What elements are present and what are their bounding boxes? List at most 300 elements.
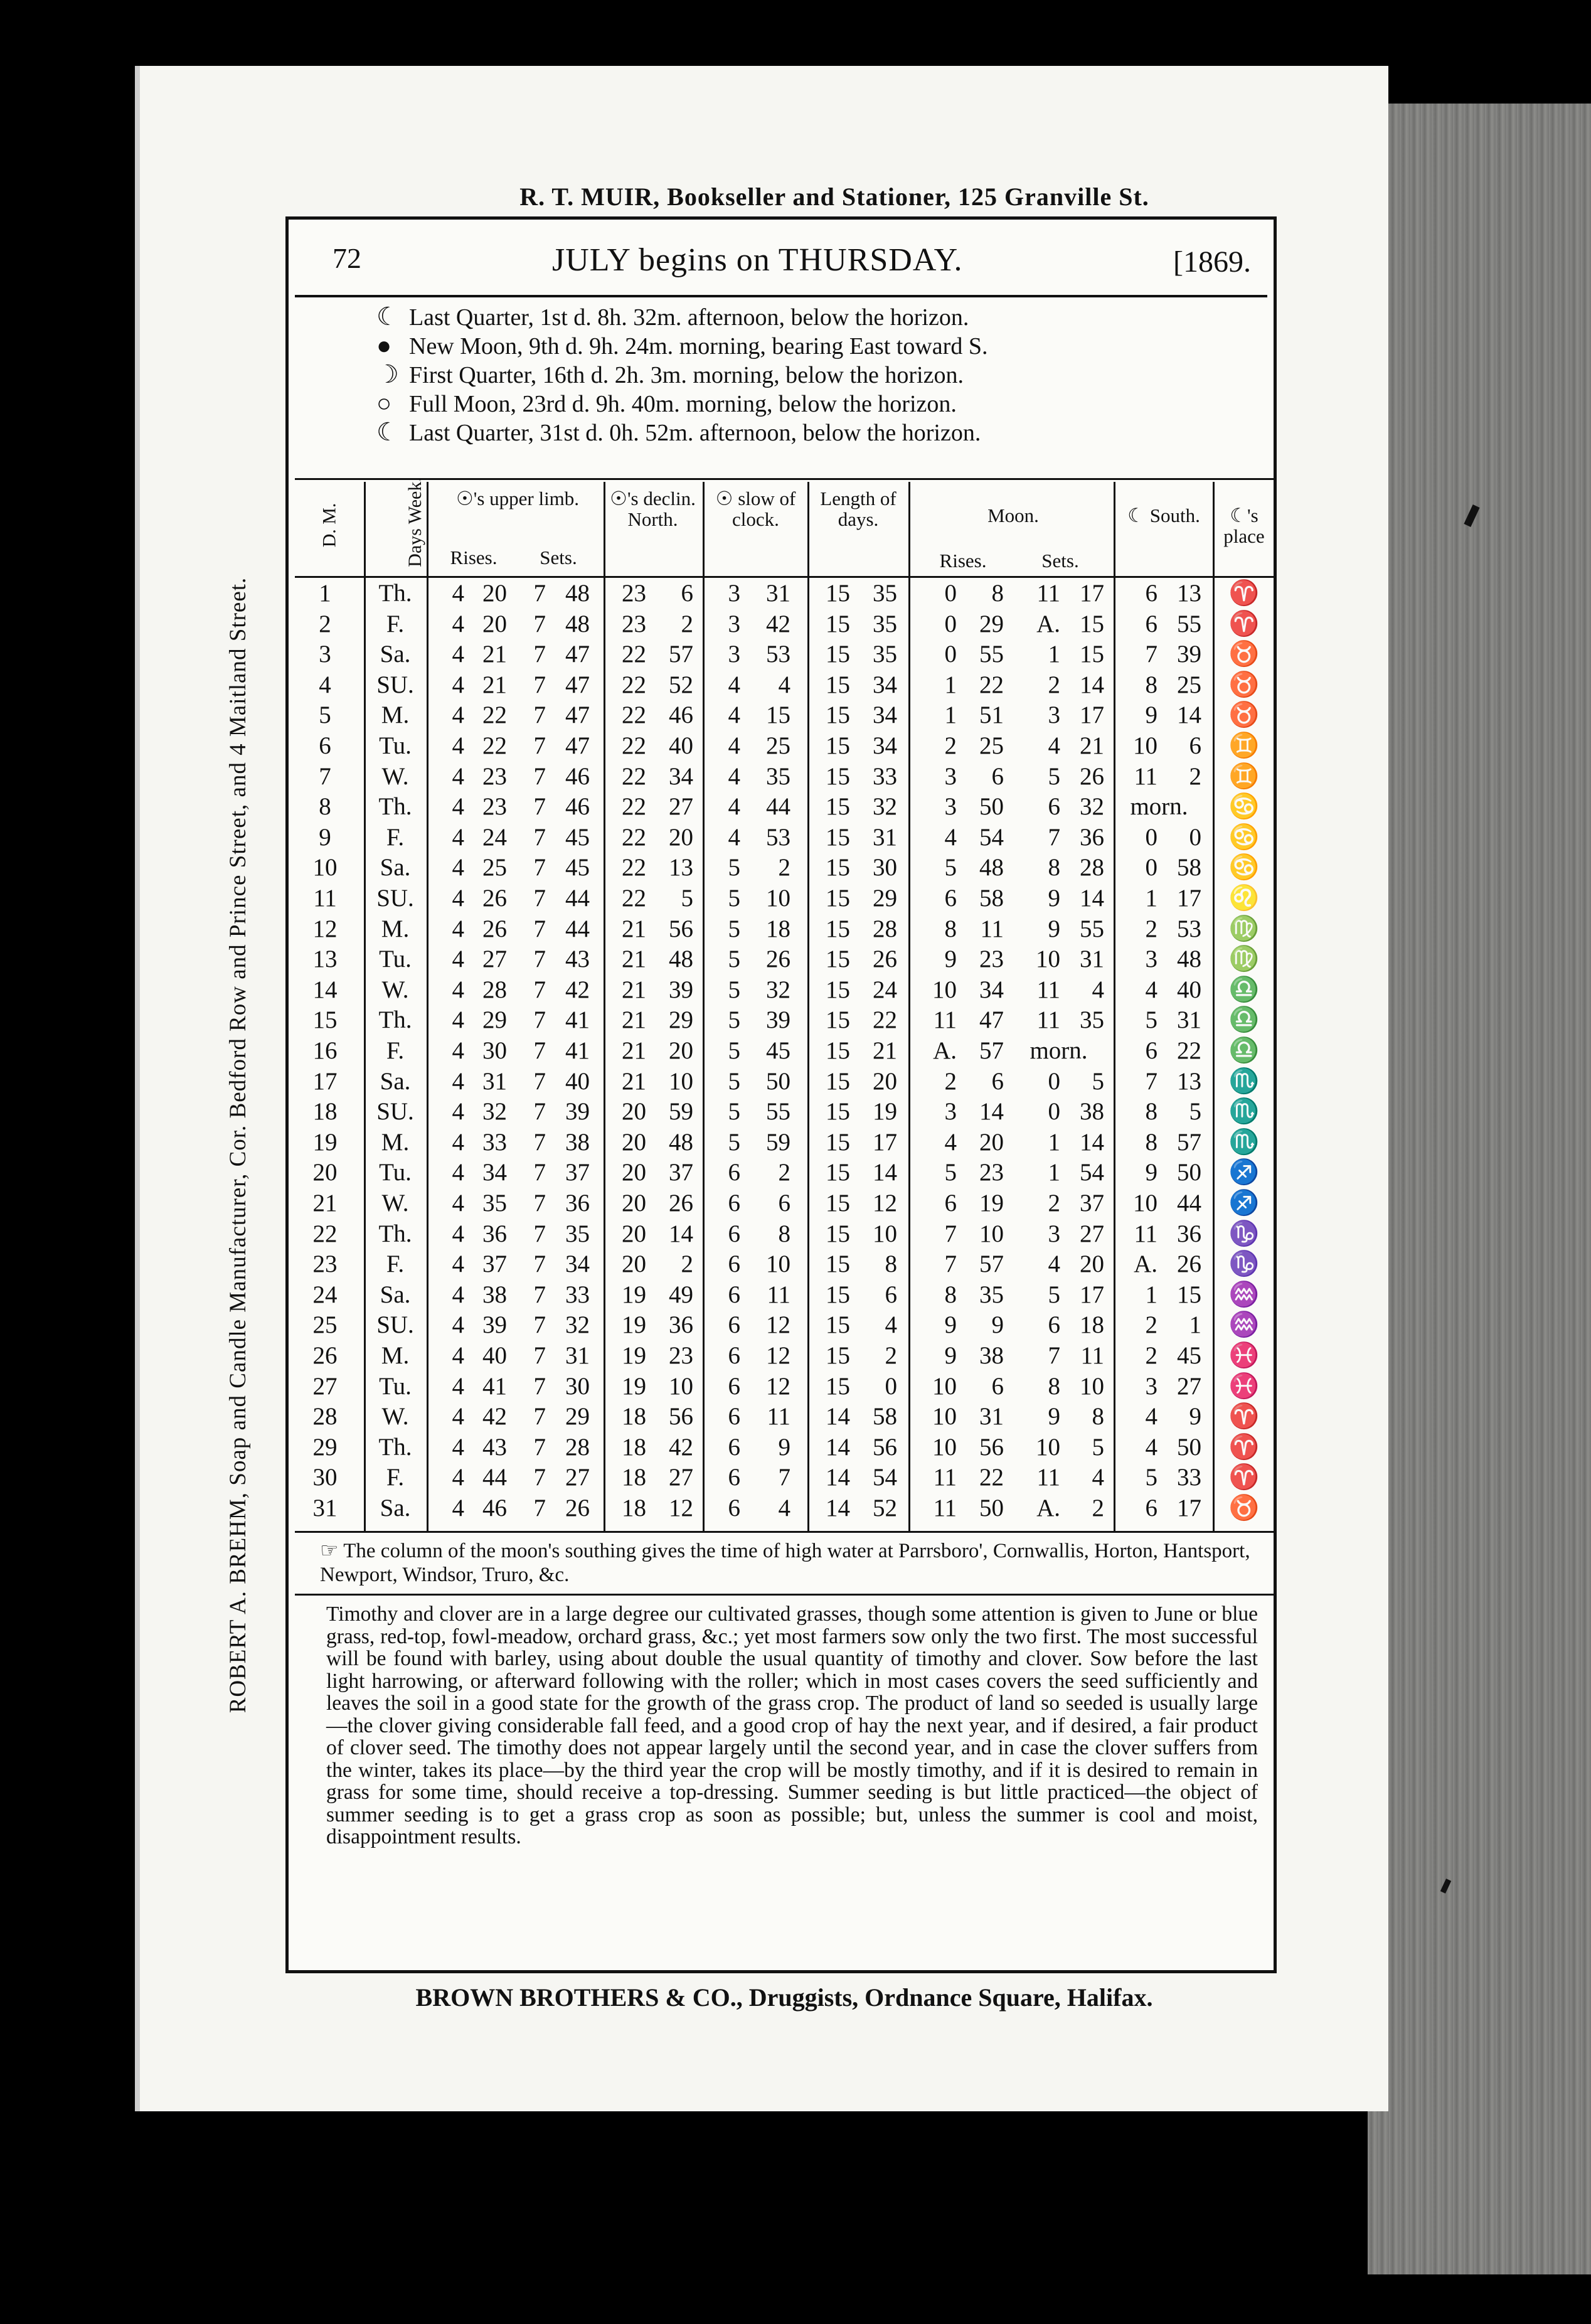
moon-set-minute: 21 <box>1080 732 1104 759</box>
table-row <box>295 670 1274 700</box>
moon-rise-hour: 4 <box>944 823 957 851</box>
sun-rise-minute: 33 <box>482 1128 507 1156</box>
length-minutes: 2 <box>885 1342 897 1369</box>
declination-minutes: 20 <box>669 823 693 851</box>
slow-minutes: 5 <box>728 915 740 942</box>
length-minutes: 34 <box>873 732 897 759</box>
length-hours: 15 <box>826 1067 850 1095</box>
sun-set-minute: 36 <box>565 1190 590 1217</box>
sun-rise-minute: 34 <box>482 1159 507 1186</box>
sun-set-minute: 33 <box>565 1281 590 1308</box>
sun-rise-hour: 4 <box>452 1342 464 1369</box>
moon-rise-minute: 56 <box>979 1433 1004 1461</box>
day-number: 19 <box>312 1128 338 1156</box>
declination-degrees: 22 <box>622 823 646 851</box>
slow-minutes: 4 <box>728 701 740 729</box>
sun-set-minute: 32 <box>565 1311 590 1339</box>
full-moon-icon: ○ <box>376 389 392 417</box>
moon-rise-minute: 35 <box>979 1281 1004 1308</box>
day-number: 10 <box>312 854 338 882</box>
length-minutes: 52 <box>873 1495 897 1522</box>
tide-footnote: ☞ The column of the moon's southing gives the time of high water at Parrsboro', Cornwallis, Horton, Hantsport, Newport, Windsor, Truro, &c. <box>320 1540 1250 1586</box>
south-minute: 53 <box>1177 915 1201 942</box>
sun-rise-minute: 27 <box>482 946 507 973</box>
slow-seconds: 10 <box>766 885 790 912</box>
moon-place-sign: ♍ <box>1228 915 1260 942</box>
moon-rise-hour: 11 <box>933 1006 957 1034</box>
south-minute: 31 <box>1177 1006 1201 1034</box>
declination-degrees: 22 <box>622 854 646 882</box>
sun-set-minute: 44 <box>565 915 590 942</box>
moon-set-hour: 1 <box>1048 1159 1060 1186</box>
moon-set-hour: 5 <box>1048 1281 1060 1308</box>
sun-set-hour: 7 <box>533 885 546 912</box>
slow-minutes: 6 <box>728 1159 740 1186</box>
declination-minutes: 29 <box>669 1006 693 1034</box>
table-row <box>295 762 1274 792</box>
length-minutes: 34 <box>873 701 897 729</box>
declination-minutes: 10 <box>669 1067 693 1095</box>
south-hour: 9 <box>1145 1159 1157 1186</box>
sun-rise-hour: 4 <box>452 1006 464 1034</box>
sun-set-hour: 7 <box>533 1495 546 1522</box>
sun-rise-minute: 22 <box>482 701 507 729</box>
length-minutes: 20 <box>873 1067 897 1095</box>
day-number: 20 <box>312 1159 338 1186</box>
length-hours: 15 <box>826 946 850 973</box>
slow-seconds: 53 <box>766 641 790 668</box>
day-number: 11 <box>313 885 337 912</box>
length-minutes: 54 <box>873 1464 897 1491</box>
sun-set-minute: 37 <box>565 1159 590 1186</box>
moon-rise-hour: 8 <box>944 1281 957 1308</box>
day-number: 25 <box>312 1311 338 1339</box>
header-day-of-month: D. M. <box>319 503 340 548</box>
moon-place-sign: ♈ <box>1228 1464 1260 1491</box>
table-row <box>295 609 1274 639</box>
moon-set-minute: 17 <box>1080 1281 1104 1308</box>
length-hours: 15 <box>826 762 850 790</box>
moon-set-hour: A. <box>1036 610 1060 637</box>
declination-minutes: 23 <box>669 1342 693 1369</box>
moon-rise-minute: 31 <box>979 1403 1004 1431</box>
moon-rise-hour: 4 <box>944 1128 957 1156</box>
declination-degrees: 20 <box>622 1250 646 1278</box>
length-hours: 15 <box>826 1220 850 1247</box>
south-hour: 4 <box>1145 1403 1157 1431</box>
length-minutes: 29 <box>873 885 897 912</box>
slow-seconds: 26 <box>766 946 790 973</box>
sun-rise-hour: 4 <box>452 1220 464 1247</box>
moon-set-minute: 36 <box>1080 823 1104 851</box>
moon-rise-minute: 25 <box>979 732 1004 759</box>
slow-minutes: 5 <box>728 1128 740 1156</box>
length-hours: 14 <box>826 1433 850 1461</box>
south-minute: 44 <box>1177 1190 1201 1217</box>
moon-set-minute: 26 <box>1080 762 1104 790</box>
length-minutes: 35 <box>873 641 897 668</box>
moon-rise-hour: 0 <box>944 610 957 637</box>
sun-rise-minute: 26 <box>482 915 507 942</box>
day-number: 14 <box>312 976 338 1003</box>
declination-minutes: 42 <box>669 1433 693 1461</box>
moon-place-sign: ♑ <box>1228 1250 1260 1278</box>
length-hours: 15 <box>826 671 850 698</box>
day-number: 17 <box>312 1067 338 1095</box>
table-row <box>295 1127 1274 1158</box>
slow-seconds: 25 <box>766 732 790 759</box>
length-minutes: 22 <box>873 1006 897 1034</box>
top-advertisement: R. T. MUIR, Bookseller and Stationer, 125 Granville St. <box>519 183 1149 211</box>
slow-minutes: 3 <box>728 610 740 637</box>
slow-seconds: 32 <box>766 976 790 1003</box>
slow-minutes: 5 <box>728 1067 740 1095</box>
moon-rise-hour: 10 <box>932 1433 957 1461</box>
moon-set-minute: 10 <box>1080 1372 1104 1400</box>
weekday: W. <box>381 762 409 790</box>
moon-rise-hour: 10 <box>932 976 957 1003</box>
slow-seconds: 6 <box>778 1190 790 1217</box>
sun-set-minute: 47 <box>565 701 590 729</box>
south-hour: 7 <box>1145 1067 1157 1095</box>
length-minutes: 28 <box>873 915 897 942</box>
moon-place-sign: ♉ <box>1228 641 1260 668</box>
moon-rise-minute: 34 <box>979 976 1004 1003</box>
sun-rise-minute: 21 <box>482 641 507 668</box>
declination-minutes: 48 <box>669 946 693 973</box>
title-rule <box>295 295 1267 297</box>
moon-rise-hour: 1 <box>944 671 957 698</box>
table-row <box>295 1005 1274 1035</box>
sun-rise-hour: 4 <box>452 1433 464 1461</box>
slow-minutes: 3 <box>728 641 740 668</box>
declination-degrees: 21 <box>622 1037 646 1064</box>
day-number: 13 <box>312 946 338 973</box>
length-hours: 15 <box>826 1342 850 1369</box>
header-sun-declination: ☉'s declin. North. <box>610 488 696 530</box>
south-hour: morn. <box>1130 793 1188 821</box>
header-sun-rises: Rises. <box>450 546 498 568</box>
moon-place-sign: ♐ <box>1228 1190 1260 1217</box>
sun-rise-minute: 32 <box>482 1098 507 1126</box>
table-row <box>295 731 1274 761</box>
weekday: W. <box>381 1403 409 1431</box>
declination-minutes: 10 <box>669 1372 693 1400</box>
declination-degrees: 20 <box>622 1128 646 1156</box>
weekday: Sa. <box>380 1281 411 1308</box>
length-minutes: 12 <box>873 1190 897 1217</box>
slow-seconds: 11 <box>767 1281 790 1308</box>
slow-minutes: 4 <box>728 823 740 851</box>
length-minutes: 8 <box>885 1250 897 1278</box>
declination-degrees: 22 <box>622 732 646 759</box>
facing-page <box>1368 104 1591 2274</box>
sun-rise-minute: 41 <box>482 1372 507 1400</box>
slow-seconds: 12 <box>766 1372 790 1400</box>
declination-degrees: 22 <box>622 762 646 790</box>
moon-rise-minute: 55 <box>979 641 1004 668</box>
table-row <box>295 700 1274 730</box>
declination-minutes: 56 <box>669 1403 693 1431</box>
moon-rise-hour: 10 <box>932 1403 957 1431</box>
slow-seconds: 9 <box>778 1433 790 1461</box>
sun-set-hour: 7 <box>533 976 546 1003</box>
sun-set-minute: 45 <box>565 823 590 851</box>
declination-degrees: 19 <box>622 1372 646 1400</box>
length-minutes: 32 <box>873 793 897 821</box>
sun-set-minute: 48 <box>565 580 590 607</box>
length-hours: 15 <box>826 610 850 637</box>
day-number: 23 <box>312 1250 338 1278</box>
moon-place-sign: ♒ <box>1228 1311 1260 1339</box>
south-hour: 3 <box>1145 946 1157 973</box>
slow-minutes: 4 <box>728 671 740 698</box>
sun-rise-hour: 4 <box>452 610 464 637</box>
moon-rise-minute: 6 <box>991 762 1004 790</box>
day-number: 6 <box>319 732 331 759</box>
slow-seconds: 2 <box>778 854 790 882</box>
moon-set-hour: 2 <box>1048 1190 1060 1217</box>
slow-minutes: 3 <box>728 580 740 607</box>
page-number: 72 <box>333 242 361 274</box>
table-bottom-rule <box>295 1531 1274 1533</box>
day-number: 12 <box>312 915 338 942</box>
table-row <box>295 1036 1274 1066</box>
moon-set-hour: 6 <box>1048 793 1060 821</box>
moon-phase-line <box>376 331 1274 360</box>
declination-degrees: 20 <box>622 1190 646 1217</box>
south-minute: 26 <box>1177 1250 1201 1278</box>
sun-set-hour: 7 <box>533 1372 546 1400</box>
sun-set-hour: 7 <box>533 1464 546 1491</box>
south-minute: 57 <box>1177 1128 1201 1156</box>
declination-degrees: 20 <box>622 1098 646 1126</box>
header-moon: Moon. <box>987 504 1039 526</box>
last-quarter-icon: ☾ <box>376 302 399 331</box>
south-minute: 2 <box>1189 762 1201 790</box>
moon-set-hour: 11 <box>1036 1006 1060 1034</box>
declination-minutes: 37 <box>669 1159 693 1186</box>
south-hour: 2 <box>1145 915 1157 942</box>
weekday: W. <box>381 1190 409 1217</box>
day-number: 27 <box>312 1372 338 1400</box>
slow-seconds: 45 <box>766 1037 790 1064</box>
moon-rise-minute: 58 <box>979 885 1004 912</box>
sun-set-hour: 7 <box>533 1159 546 1186</box>
day-number: 28 <box>312 1403 338 1431</box>
sun-set-hour: 7 <box>533 762 546 790</box>
slow-minutes: 5 <box>728 1098 740 1126</box>
day-number: 22 <box>312 1220 338 1247</box>
south-minute: 25 <box>1177 671 1201 698</box>
moon-set-minute: 2 <box>1092 1495 1104 1522</box>
length-hours: 14 <box>826 1495 850 1522</box>
sun-set-hour: 7 <box>533 1311 546 1339</box>
moon-set-minute: 27 <box>1080 1220 1104 1247</box>
sun-set-minute: 31 <box>565 1342 590 1369</box>
declination-minutes: 40 <box>669 732 693 759</box>
moon-set-minute: 17 <box>1080 701 1104 729</box>
south-hour: 6 <box>1145 1037 1157 1064</box>
sun-set-hour: 7 <box>533 1342 546 1369</box>
sun-rise-hour: 4 <box>452 701 464 729</box>
moon-rise-hour: 5 <box>944 1159 957 1186</box>
table-row <box>295 1341 1274 1371</box>
moon-place-sign: ♌ <box>1228 885 1260 912</box>
south-minute: 58 <box>1177 854 1201 882</box>
sun-set-minute: 41 <box>565 1006 590 1034</box>
south-minute: 1 <box>1189 1311 1201 1339</box>
length-minutes: 21 <box>873 1037 897 1064</box>
moon-set-minute: 8 <box>1092 1403 1104 1431</box>
sun-rise-hour: 4 <box>452 915 464 942</box>
sun-set-minute: 42 <box>565 976 590 1003</box>
south-hour: 2 <box>1145 1342 1157 1369</box>
sun-set-hour: 7 <box>533 1250 546 1278</box>
weekday: M. <box>381 1342 410 1369</box>
moon-rise-minute: 48 <box>979 854 1004 882</box>
south-minute: 15 <box>1177 1281 1201 1308</box>
sun-set-hour: 7 <box>533 854 546 882</box>
sun-rise-hour: 4 <box>452 1098 464 1126</box>
declination-degrees: 19 <box>622 1342 646 1369</box>
south-hour: 3 <box>1145 1372 1157 1400</box>
south-minute: 40 <box>1177 976 1201 1003</box>
header-day-length: Length of days. <box>820 488 897 530</box>
sun-set-hour: 7 <box>533 732 546 759</box>
sun-rise-hour: 4 <box>452 671 464 698</box>
declination-minutes: 12 <box>669 1495 693 1522</box>
length-hours: 15 <box>826 885 850 912</box>
sun-rise-minute: 23 <box>482 793 507 821</box>
slow-minutes: 6 <box>728 1495 740 1522</box>
moon-set-minute: 5 <box>1092 1433 1104 1461</box>
declination-degrees: 23 <box>622 580 646 607</box>
sun-set-minute: 38 <box>565 1128 590 1156</box>
slow-seconds: 35 <box>766 762 790 790</box>
moon-set-hour: 1 <box>1048 641 1060 668</box>
moon-set-hour: 1 <box>1048 1128 1060 1156</box>
sun-rise-hour: 4 <box>452 1037 464 1064</box>
sun-rise-minute: 30 <box>482 1037 507 1064</box>
length-minutes: 4 <box>885 1311 897 1339</box>
length-hours: 15 <box>826 854 850 882</box>
table-row <box>295 1432 1274 1463</box>
moon-place-sign: ♍ <box>1228 946 1260 973</box>
moon-set-minute: 54 <box>1080 1159 1104 1186</box>
moon-set-hour: 5 <box>1048 762 1060 790</box>
sun-set-hour: 7 <box>533 580 546 607</box>
moon-set-hour: 9 <box>1048 915 1060 942</box>
sun-rise-hour: 4 <box>452 946 464 973</box>
south-hour: 11 <box>1134 762 1157 790</box>
moon-rise-minute: 14 <box>979 1098 1004 1126</box>
moon-rise-minute: 57 <box>979 1037 1004 1064</box>
south-minute: 39 <box>1177 641 1201 668</box>
last-quarter-icon: ☾ <box>376 418 399 446</box>
moon-set-minute: 14 <box>1080 1128 1104 1156</box>
weekday: F. <box>386 1464 405 1491</box>
moon-rise-hour: 9 <box>944 1342 957 1369</box>
sun-set-hour: 7 <box>533 1433 546 1461</box>
moon-rise-minute: 19 <box>979 1190 1004 1217</box>
length-hours: 15 <box>826 580 850 607</box>
moon-rise-minute: 23 <box>979 946 1004 973</box>
moon-set-minute: 11 <box>1080 1342 1104 1369</box>
sun-set-minute: 48 <box>565 610 590 637</box>
table-row <box>295 944 1274 974</box>
weekday: M. <box>381 1128 410 1156</box>
length-minutes: 33 <box>873 762 897 790</box>
bottom-advertisement: BROWN BROTHERS & CO., Druggists, Ordnance Square, Halifax. <box>415 1983 1153 2012</box>
weekday: M. <box>381 701 410 729</box>
first-quarter-icon: ☽ <box>376 360 399 388</box>
moon-rise-hour: 9 <box>944 946 957 973</box>
declination-minutes: 56 <box>669 915 693 942</box>
moon-set-hour: 10 <box>1036 946 1060 973</box>
sun-rise-hour: 4 <box>452 976 464 1003</box>
sun-set-minute: 45 <box>565 854 590 882</box>
sun-rise-hour: 4 <box>452 1311 464 1339</box>
table-row <box>295 1402 1274 1432</box>
declination-minutes: 27 <box>669 1464 693 1491</box>
declination-minutes: 46 <box>669 701 693 729</box>
south-hour: 4 <box>1145 976 1157 1003</box>
south-hour: 2 <box>1145 1311 1157 1339</box>
length-hours: 15 <box>826 976 850 1003</box>
day-number: 26 <box>312 1342 338 1369</box>
sun-rise-minute: 39 <box>482 1311 507 1339</box>
sun-rise-minute: 37 <box>482 1250 507 1278</box>
moon-place-sign: ♎ <box>1228 1006 1260 1034</box>
south-hour: 0 <box>1145 854 1157 882</box>
length-hours: 15 <box>826 1281 850 1308</box>
declination-minutes: 52 <box>669 671 693 698</box>
sun-rise-hour: 4 <box>452 580 464 607</box>
moon-rise-hour: 6 <box>944 885 957 912</box>
south-minute: 9 <box>1189 1403 1201 1431</box>
moon-set-minute: 32 <box>1080 793 1104 821</box>
sun-rise-minute: 35 <box>482 1190 507 1217</box>
sun-set-minute: 27 <box>565 1464 590 1491</box>
day-number: 21 <box>312 1190 338 1217</box>
moon-place-sign: ♒ <box>1228 1281 1260 1308</box>
moon-rise-hour: A. <box>933 1037 957 1064</box>
moon-place-sign: ♊ <box>1228 762 1260 790</box>
weekday: F. <box>386 823 405 851</box>
moon-set-minute: 18 <box>1080 1311 1104 1339</box>
header-sun-upper-limb: ☉'s upper limb. <box>455 488 580 509</box>
south-minute <box>1161 792 1201 822</box>
weekday: Th. <box>378 580 412 607</box>
length-hours: 14 <box>826 1464 850 1491</box>
weekday: Sa. <box>380 854 411 882</box>
south-hour: 5 <box>1145 1464 1157 1491</box>
moon-rise-hour: 8 <box>944 915 957 942</box>
declination-degrees: 23 <box>622 610 646 637</box>
table-row <box>295 1249 1274 1279</box>
moon-set-hour: 4 <box>1048 732 1060 759</box>
moon-set-minute: 37 <box>1080 1190 1104 1217</box>
declination-minutes: 2 <box>681 1250 693 1278</box>
south-minute: 36 <box>1177 1220 1201 1247</box>
length-hours: 15 <box>826 1128 850 1156</box>
table-row <box>295 883 1274 914</box>
length-hours: 14 <box>826 1403 850 1431</box>
moon-place-sign: ♓ <box>1228 1372 1260 1400</box>
slow-seconds: 44 <box>766 793 790 821</box>
sun-rise-minute: 25 <box>482 854 507 882</box>
